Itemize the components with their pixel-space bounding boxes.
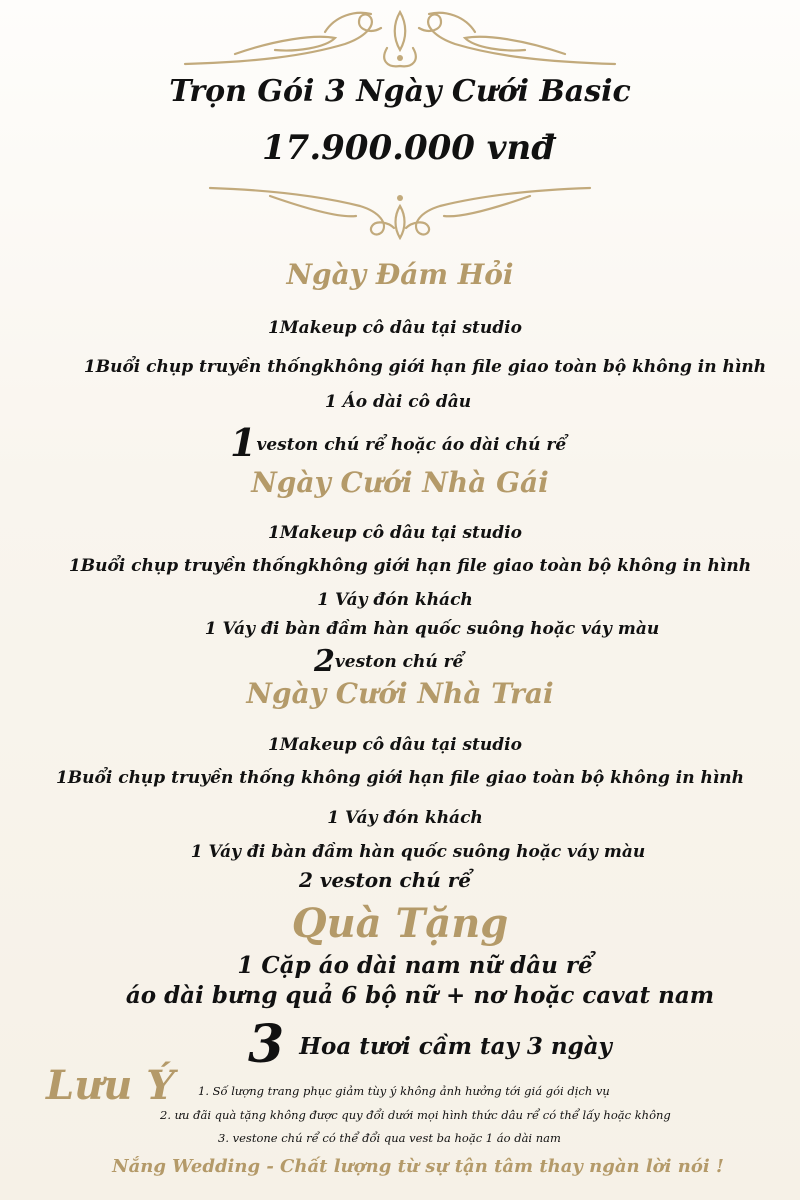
note-item: 1. Số lượng trang phục giảm tùy ý không ảnh hưởng tới giá gói dịch vụ bbox=[198, 1084, 610, 1098]
footer-slogan: Nắng Wedding - Chất lượng từ sự tận tâm thay ngàn lời nói ! bbox=[112, 1156, 724, 1177]
gift-line: Hoa tươi cầm tay 3 ngày bbox=[299, 1033, 612, 1060]
big-number: 2 bbox=[314, 644, 335, 679]
list-item: 1Buổi chụp truyền thốngkhông giới hạn file giao toàn bộ không in hình bbox=[68, 556, 752, 576]
ornament-flourish-bottom-icon bbox=[200, 176, 600, 246]
list-item: 1 Váy đi bàn đầm hàn quốc suông hoặc váy màu bbox=[204, 619, 660, 639]
list-item: 1Makeup cô dâu tại studio bbox=[268, 318, 522, 338]
ornament-flourish-top-icon bbox=[175, 4, 625, 74]
section-heading-nha-trai: Ngày Cưới Nhà Trai bbox=[246, 677, 554, 710]
list-item: 1 Váy đi bàn đầm hàn quốc suông hoặc váy màu bbox=[190, 842, 646, 862]
list-item: 2 veston chú rể bbox=[298, 868, 472, 892]
gift-line: 1 Cặp áo dài nam nữ dâu rể bbox=[237, 952, 593, 979]
section-heading-dam-hoi: Ngày Đám Hỏi bbox=[286, 258, 514, 291]
item-text: veston chú rể hoặc áo dài chú rể bbox=[256, 435, 567, 455]
gift-line: áo dài bưng quả 6 bộ nữ + nơ hoặc cavat nam bbox=[125, 982, 715, 1009]
big-number: 3 bbox=[248, 1014, 285, 1075]
list-item: 1Makeup cô dâu tại studio bbox=[268, 735, 522, 755]
list-item-veston bbox=[230, 420, 566, 465]
list-item: 1 Áo dài cô dâu bbox=[324, 392, 472, 412]
package-title: Trọn Gói 3 Ngày Cưới Basic bbox=[169, 74, 631, 109]
notes-heading: Lưu Ý bbox=[46, 1062, 175, 1109]
list-item-veston bbox=[314, 644, 463, 679]
note-item: 2. ưu đãi quà tặng không được quy đổi dưới mọi hình thức dâu rể có thể lấy hoặc không bbox=[160, 1108, 671, 1122]
section-heading-nha-gai: Ngày Cưới Nhà Gái bbox=[251, 466, 549, 499]
package-price: 17.900.000 vnđ bbox=[262, 128, 556, 168]
list-item: 1Buổi chụp truyền thốngkhông giới hạn file giao toàn bộ không in hình bbox=[83, 357, 767, 377]
item-text: veston chú rể bbox=[334, 652, 464, 672]
note-item: 3. vestone chú rể có thể đổi qua vest ba hoặc 1 áo dài nam bbox=[218, 1131, 561, 1145]
gift-flowers bbox=[248, 1014, 612, 1075]
list-item: 1 Váy đón khách bbox=[327, 808, 483, 828]
list-item: 1Buổi chụp truyền thống không giới hạn file giao toàn bộ không in hình bbox=[55, 768, 745, 788]
list-item: 1Makeup cô dâu tại studio bbox=[268, 523, 522, 543]
list-item: 1 Váy đón khách bbox=[317, 590, 473, 610]
gift-heading: Quà Tặng bbox=[291, 900, 509, 947]
big-number: 1 bbox=[230, 420, 257, 465]
